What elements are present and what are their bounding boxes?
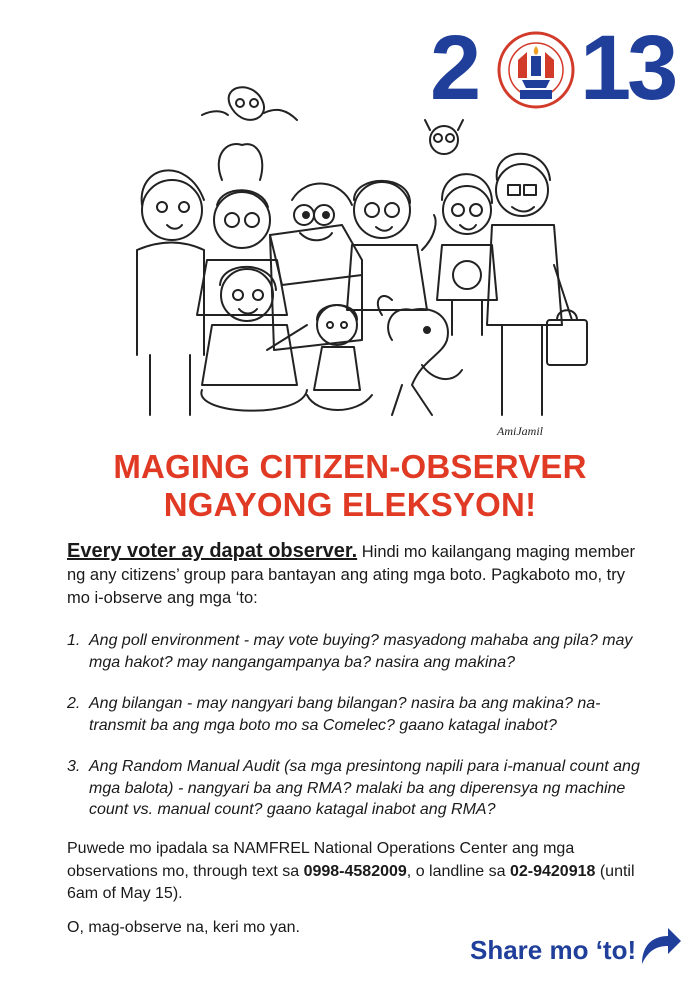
- list-item: [67, 630, 657, 673]
- list-item: [67, 693, 657, 736]
- headline-line-2: NGAYONG ELEKSYON!: [163, 486, 537, 523]
- contact-text-3: (until 6am of May 15).: [67, 862, 635, 902]
- list-item-number: 2.: [67, 695, 81, 712]
- citizen-observers-illustration: [92, 85, 592, 445]
- intro-lead: Every voter ay dapat observer.: [67, 540, 358, 562]
- closing-line: O, mag-observe na, keri mo yan.: [67, 919, 300, 936]
- contact-text-2: , o landline sa: [406, 862, 510, 880]
- artist-signature: AmiJamil: [497, 424, 543, 438]
- observation-list: [67, 630, 657, 841]
- contact-paragraph: [67, 838, 647, 906]
- list-item-text: Ang Random Manual Audit (sa mga presintong napili para i-manual count ang mga balota) - nangyari ba ang RMA? malaki ba ang diperensya ng machine count vs. manual count? gaano katagal inabot ang RMA?: [89, 758, 640, 818]
- share-arrow-icon[interactable]: [634, 920, 684, 970]
- list-item-text: Ang bilangan - may nangyari bang bilangan? nasira ba ang makina? na-transmit ba ang mga boto mo sa Comelec? gaano katagal inabot?: [89, 695, 601, 734]
- headline-line-1: MAGING CITIZEN-OBSERVER: [113, 448, 587, 485]
- list-item-number: 3.: [67, 758, 81, 775]
- intro-paragraph: [67, 540, 647, 610]
- logo-year-left: 2: [430, 17, 478, 119]
- intro-body: Hindi mo kailangang maging member ng any citizens’ group para bantayan ang ating mga boto. Pagkaboto mo, try mo i-observe ang mga ‘to:: [67, 543, 636, 607]
- owl-on-head: [219, 144, 263, 180]
- share-label[interactable]: Share mo ‘to!: [470, 935, 637, 965]
- list-item-text: Ang poll environment - may vote buying? masyadong mahaba ang pila? may mga hakot? may nangangampanya ba? nasira ang makina?: [89, 632, 633, 671]
- landline-number: 02-9420918: [509, 862, 596, 880]
- text-hotline-number: 0998-4582009: [303, 862, 407, 880]
- list-item: [67, 756, 657, 821]
- contact-text-1: Puwede mo ipadala sa NAMFREL National Operations Center ang mga observations mo, through text sa: [67, 840, 575, 880]
- logo-year-right: 13: [580, 17, 675, 119]
- list-item-number: 1.: [67, 632, 81, 649]
